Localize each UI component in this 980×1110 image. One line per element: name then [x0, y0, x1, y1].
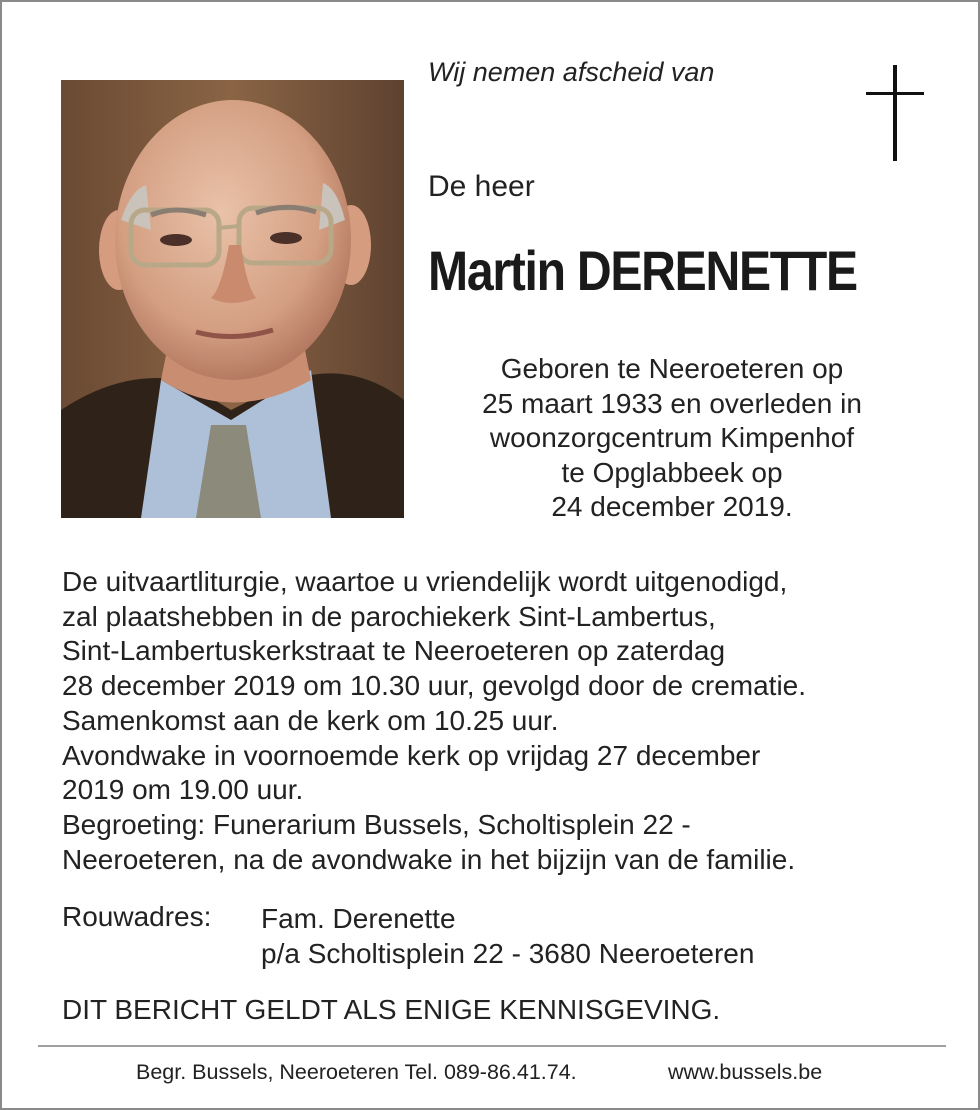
body-line: De uitvaartliturgie, waartoe u vriendelijk wordt uitgenodigd,: [62, 566, 788, 597]
life-line: 24 december 2019.: [551, 491, 793, 522]
address-line: Fam. Derenette: [261, 903, 456, 934]
address-lines: [261, 901, 754, 971]
title-prefix: De heer: [428, 170, 535, 203]
body-line: Sint-Lambertuskerkstraat te Neeroeteren op zaterdag: [62, 635, 726, 667]
body-line: zal plaatshebben in de parochiekerk Sint-Lambertus,: [62, 600, 716, 632]
footer-website[interactable]: www.bussels.be: [668, 1060, 823, 1084]
footer-contact: Begr. Bussels, Neeroeteren Tel. 089-86.41.74.: [136, 1060, 577, 1084]
footer-divider: [38, 1045, 946, 1047]
funeral-details: [62, 565, 942, 877]
life-details: [422, 352, 922, 525]
address-label: Rouwadres:: [62, 901, 212, 932]
body-line: 28 december 2019 om 10.30 uur, gevolgd door de crematie.: [62, 670, 807, 702]
life-line: te Opglabbeek op: [561, 456, 783, 488]
notice-statement: DIT BERICHT GELDT ALS ENIGE KENNISGEVING.: [62, 994, 721, 1025]
body-line: Begroeting: Funerarium Bussels, Scholtisplein 22 -: [62, 808, 691, 840]
portrait-photo: [61, 80, 404, 518]
latin-cross-icon: [866, 65, 924, 161]
body-line: Neeroeteren, na de avondwake in het bijzijn van de familie.: [62, 843, 796, 875]
body-line: Samenkomst aan de kerk om 10.25 uur.: [62, 704, 559, 736]
life-line: 25 maart 1933 en overleden in: [482, 387, 862, 419]
life-line: Geboren te Neeroeteren op: [500, 353, 844, 384]
life-line: woonzorgcentrum Kimpenhof: [489, 422, 855, 453]
address-line: p/a Scholtisplein 22 - 3680 Neeroeteren: [261, 938, 755, 969]
body-line: Avondwake in voornoemde kerk op vrijdag 27 december: [62, 739, 761, 771]
deceased-name: Martin DERENETTE: [428, 239, 857, 302]
body-line: 2019 om 19.00 uur.: [62, 774, 304, 806]
intro-text: Wij nemen afscheid van: [428, 57, 715, 87]
